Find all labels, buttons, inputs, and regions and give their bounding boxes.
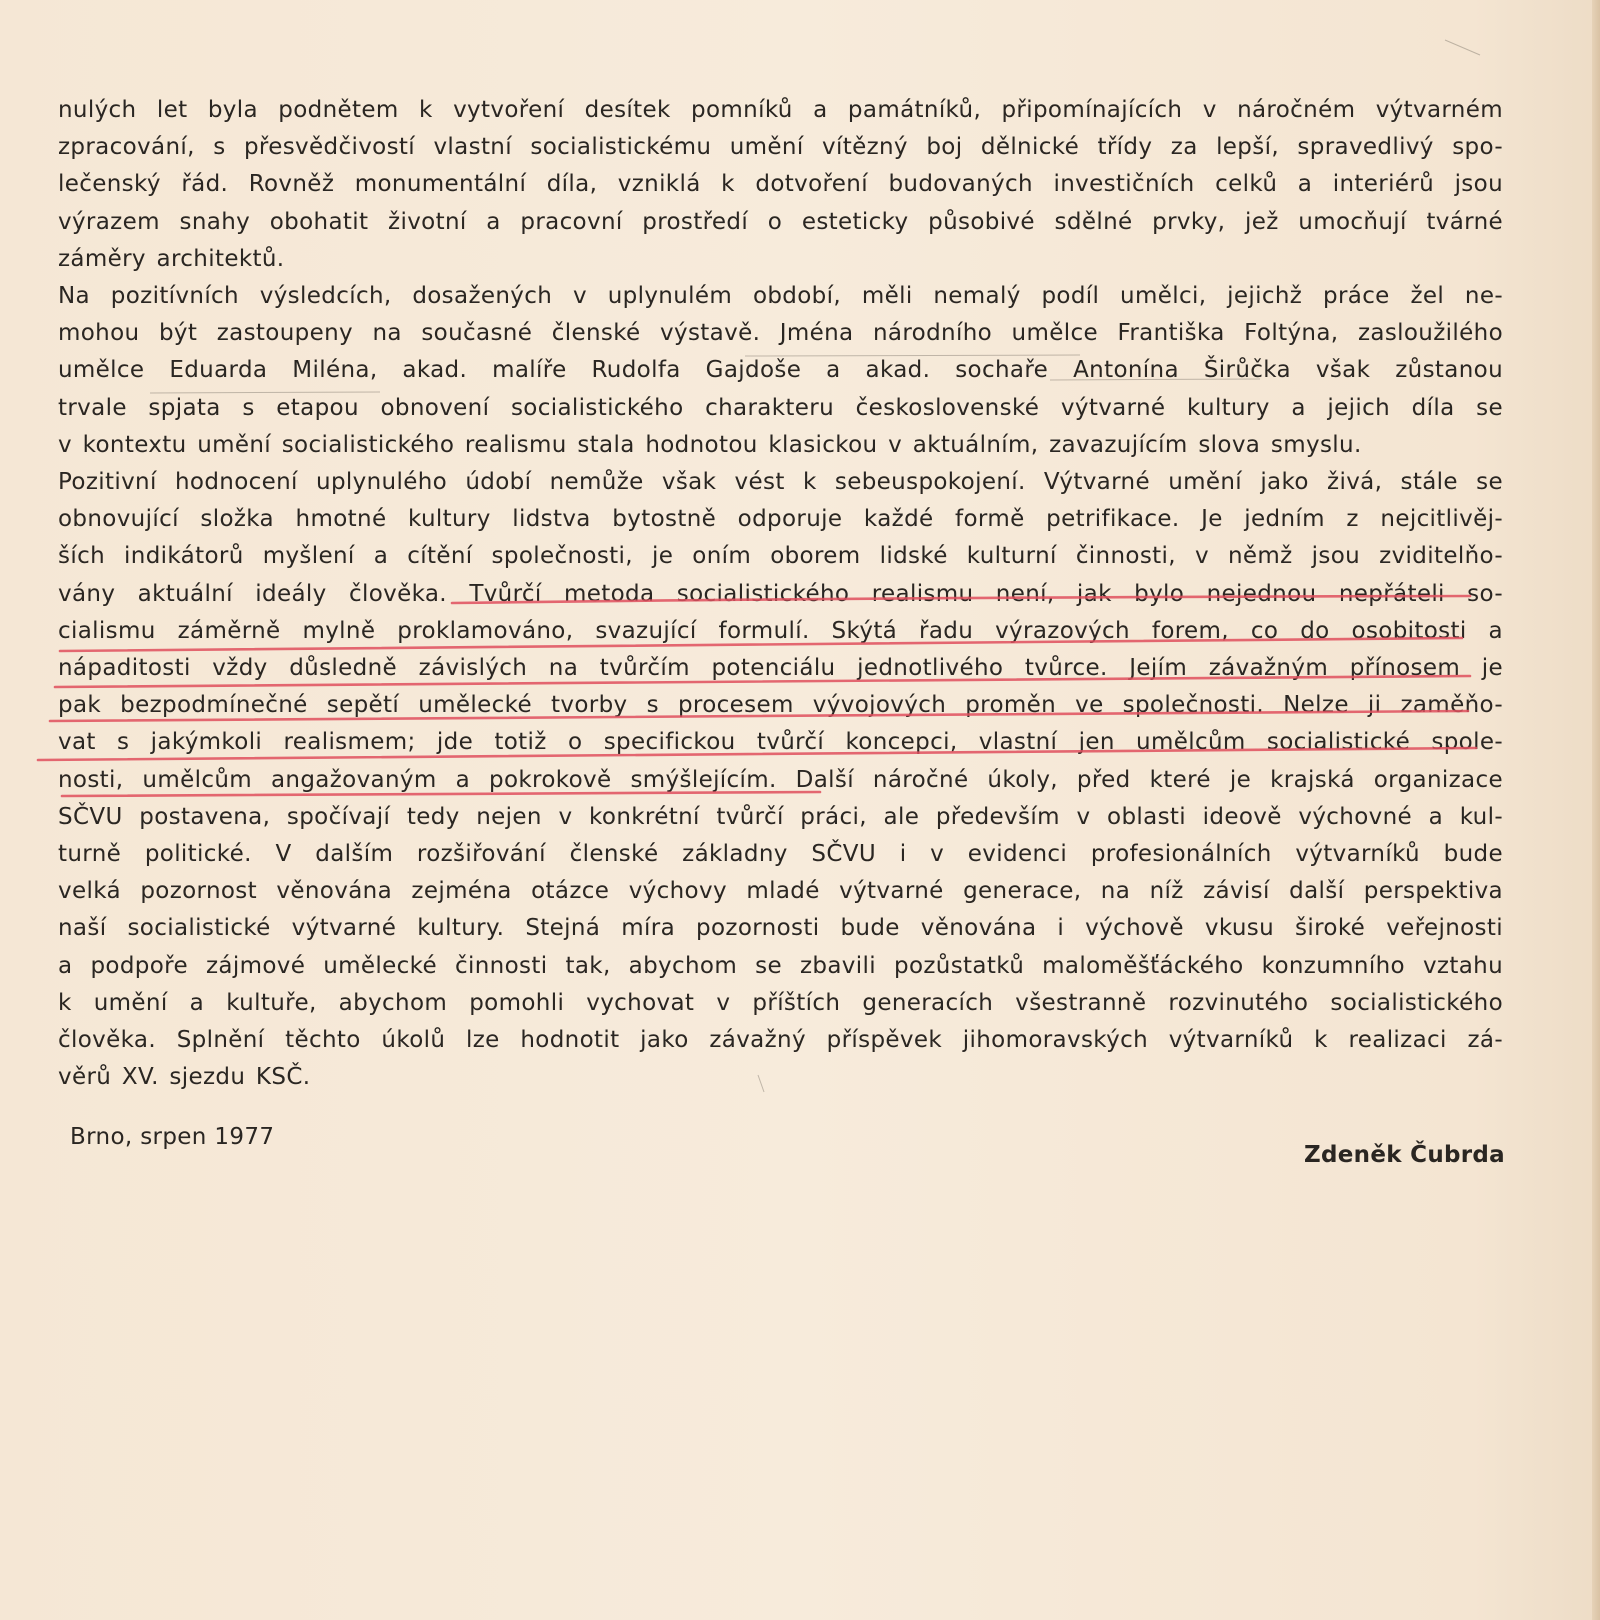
text-line: trvale spjata s etapou obnovení socialistického charakteru československé výtvarné kultury a jejich díla se [58, 394, 1503, 421]
text-line: nápaditosti vždy důsledně závislých na tvůrčím potenciálu jednotlivého tvůrce. Jejím závažným přínosem je [58, 655, 1503, 682]
text-line: věrů XV. sjezdu KSČ. [58, 1064, 311, 1091]
text-line: člověka. Splnění těchto úkolů lze hodnotit jako závažný příspěvek jihomoravských výtvarníků k realizaci zá- [58, 1027, 1503, 1054]
author-signature: Zdeněk Čubrda [1304, 1142, 1505, 1168]
text-line: mohou být zastoupeny na současné členské výstavě. Jména národního umělce Františka Foltýna, zasloužilého [58, 320, 1503, 347]
page-spine-edge [1592, 0, 1600, 1620]
text-line: SČVU postavena, spočívají tedy nejen v konkrétní tvůrčí práci, ale především v oblasti ideově výchovné a kul- [58, 803, 1503, 830]
text-line: k umění a kultuře, abychom pomohli vychovat v příštích generacích všestranně rozvinutého socialistického [58, 989, 1503, 1016]
text-line: záměry architektů. [58, 245, 285, 272]
text-line: a podpoře zájmové umělecké činnosti tak, abychom se zbavili pozůstatků maloměšťáckého konzumního vztahu [58, 952, 1503, 979]
text-line: umělce Eduarda Miléna, akad. malíře Rudolfa Gajdoše a akad. sochaře Antonína Širůčka však zůstanou [58, 357, 1503, 384]
corner-crease-mark [1445, 40, 1480, 55]
text-line: velká pozornost věnována zejména otázce výchovy mladé výtvarné generace, na níž závisí další perspektiva [58, 878, 1503, 905]
text-line: výrazem snahy obohatit životní a pracovní prostředí o esteticky působivé sdělné prvky, jež umocňují tvárné [58, 208, 1503, 235]
text-line: cialismu záměrně mylně proklamováno, svazující formulí. Skýtá řadu výrazových forem, co do osobitosti a [58, 617, 1503, 644]
text-line: v kontextu umění socialistického realismu stala hodnotou klasickou v aktuálním, zavazujícím slova smyslu. [58, 431, 1362, 458]
text-line: lečenský řád. Rovněž monumentální díla, vzniklá k dotvoření budovaných investičních celků a interiérů jsou [58, 171, 1503, 198]
text-line: nulých let byla podnětem k vytvoření desítek pomníků a památníků, připomínajících v náročném výtvarném [58, 97, 1503, 123]
dateline: Brno, srpen 1977 [70, 1124, 275, 1150]
text-line: obnovující složka hmotné kultury lidstva bytostně odporuje každé formě petrifikace. Je jedním z nejcitlivěj- [58, 506, 1503, 533]
text-line: zpracování, s přesvědčivostí vlastní socialistickému umění vítězný boj dělnické třídy za lepší, spravedlivý spo- [58, 134, 1503, 161]
text-line: vány aktuální ideály člověka. Tvůrčí metoda socialistického realismu není, jak bylo nejednou nepřáteli so- [58, 580, 1503, 607]
text-line: ších indikátorů myšlení a cítění společnosti, je oním oborem lidské kulturní činnosti, v němž jsou zviditelňo- [58, 543, 1503, 570]
text-line: Na pozitívních výsledcích, dosažených v uplynulém období, měli nemalý podíl umělci, jejichž práce žel ne- [58, 283, 1503, 310]
text-line: vat s jakýmkoli realismem; jde totiž o specifickou tvůrčí koncepci, vlastní jen umělcům socialistické spole- [58, 729, 1503, 756]
text-line: Pozitivní hodnocení uplynulého údobí nemůže však vést k sebeuspokojení. Výtvarné umění jako živá, stále se [58, 469, 1503, 496]
text-line: naší socialistické výtvarné kultury. Stejná míra pozornosti bude věnována i výchově vkusu široké veřejnosti [58, 915, 1503, 942]
text-line: nosti, umělcům angažovaným a pokrokově smýšlejícím. Další náročné úkoly, před které je krajská organizace [58, 766, 1503, 793]
body-text [58, 92, 1503, 1096]
text-line: pak bezpodmínečné sepětí umělecké tvorby s procesem vývojových proměn ve společnosti. Nelze ji zaměňo- [58, 692, 1503, 719]
text-line: turně politické. V dalším rozšiřování členské základny SČVU i v evidenci profesionálních výtvarníků bude [58, 841, 1503, 868]
